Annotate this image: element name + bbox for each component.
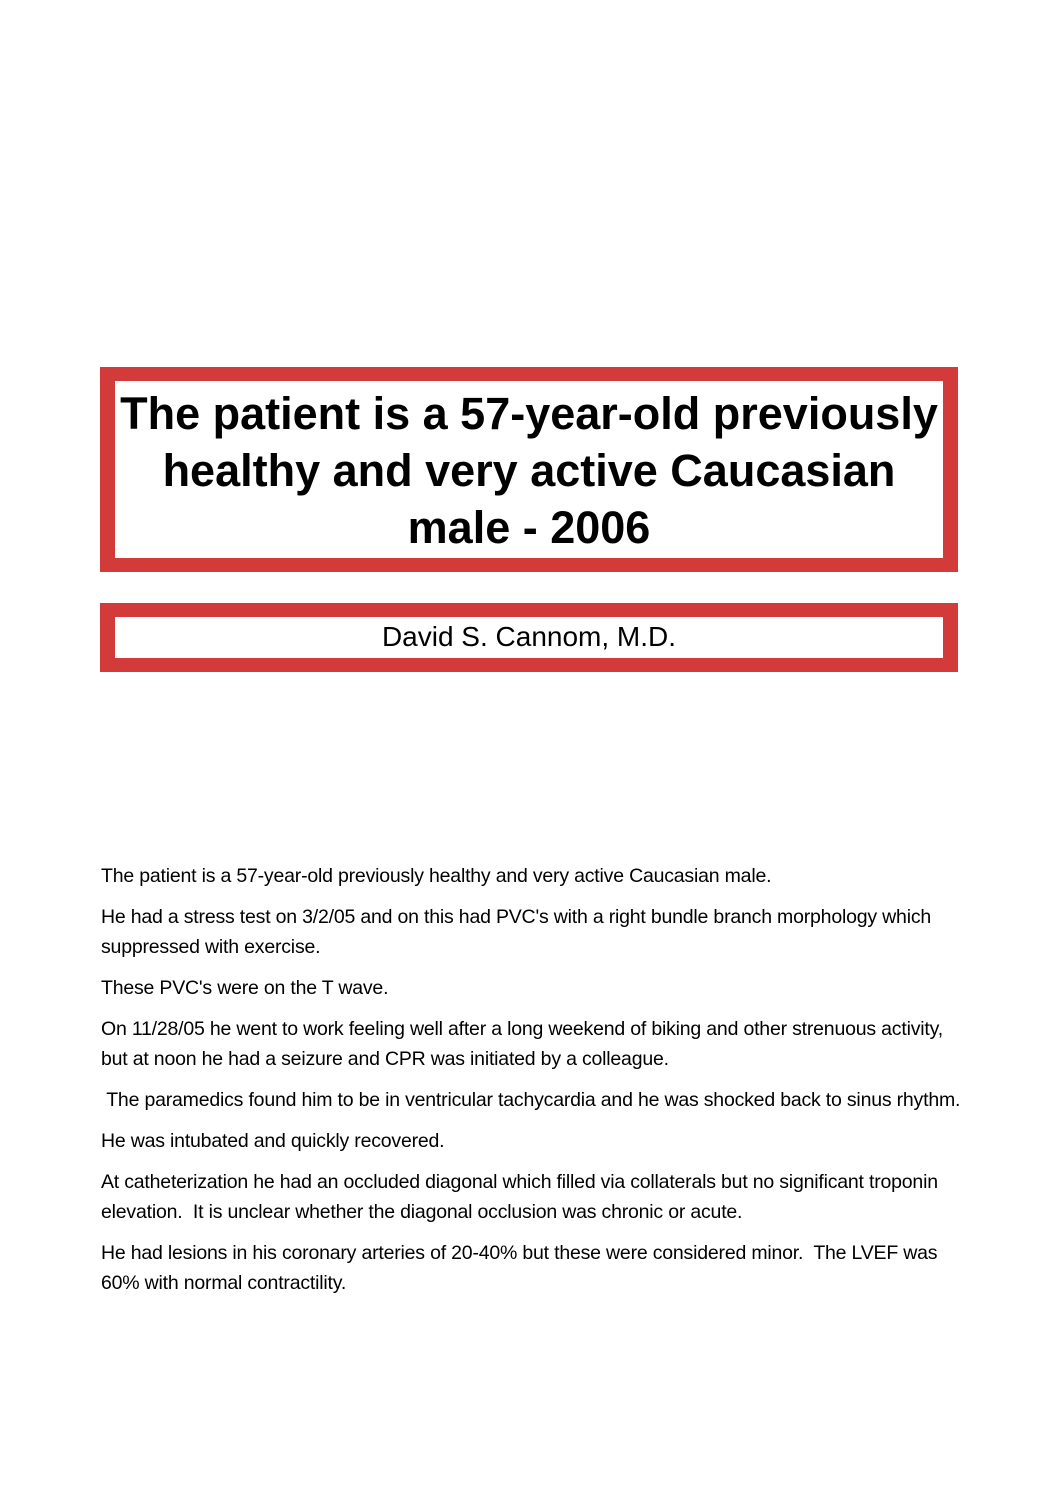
paragraph: He had lesions in his coronary arteries of 20-40% but these were considered minor. The LVEF was 60% with normal contractility.	[101, 1242, 943, 1294]
paragraph: On 11/28/05 he went to work feeling well after a long weekend of biking and other strenuous activity, but at noon he had a seizure and CPR was initiated by a colleague.	[101, 1018, 943, 1070]
page-title: The patient is a 57-year-old previously healthy and very active Caucasian male - 2006	[120, 388, 938, 553]
author-name: David S. Cannom, M.D.	[381, 620, 677, 652]
paragraph: He had a stress test on 3/2/05 and on this had PVC's with a right bundle branch morphology which suppressed with exercise.	[101, 906, 932, 958]
author-panel	[115, 617, 943, 658]
paragraph: At catheterization he had an occluded diagonal which filled via collaterals but no significant troponin elevation. It is unclear whether the diagonal occlusion was chronic or acute.	[101, 1171, 944, 1223]
paragraph: These PVC's were on the T wave.	[101, 977, 389, 999]
paragraph: The paramedics found him to be in ventricular tachycardia and he was shocked back to sinus rhythm.	[101, 1089, 961, 1111]
case-description	[101, 861, 971, 1309]
author-frame	[100, 603, 958, 672]
paragraph: He was intubated and quickly recovered.	[101, 1130, 445, 1152]
title-panel	[115, 381, 943, 558]
title-frame	[100, 367, 958, 572]
paragraph: The patient is a 57-year-old previously healthy and very active Caucasian male.	[101, 865, 772, 887]
